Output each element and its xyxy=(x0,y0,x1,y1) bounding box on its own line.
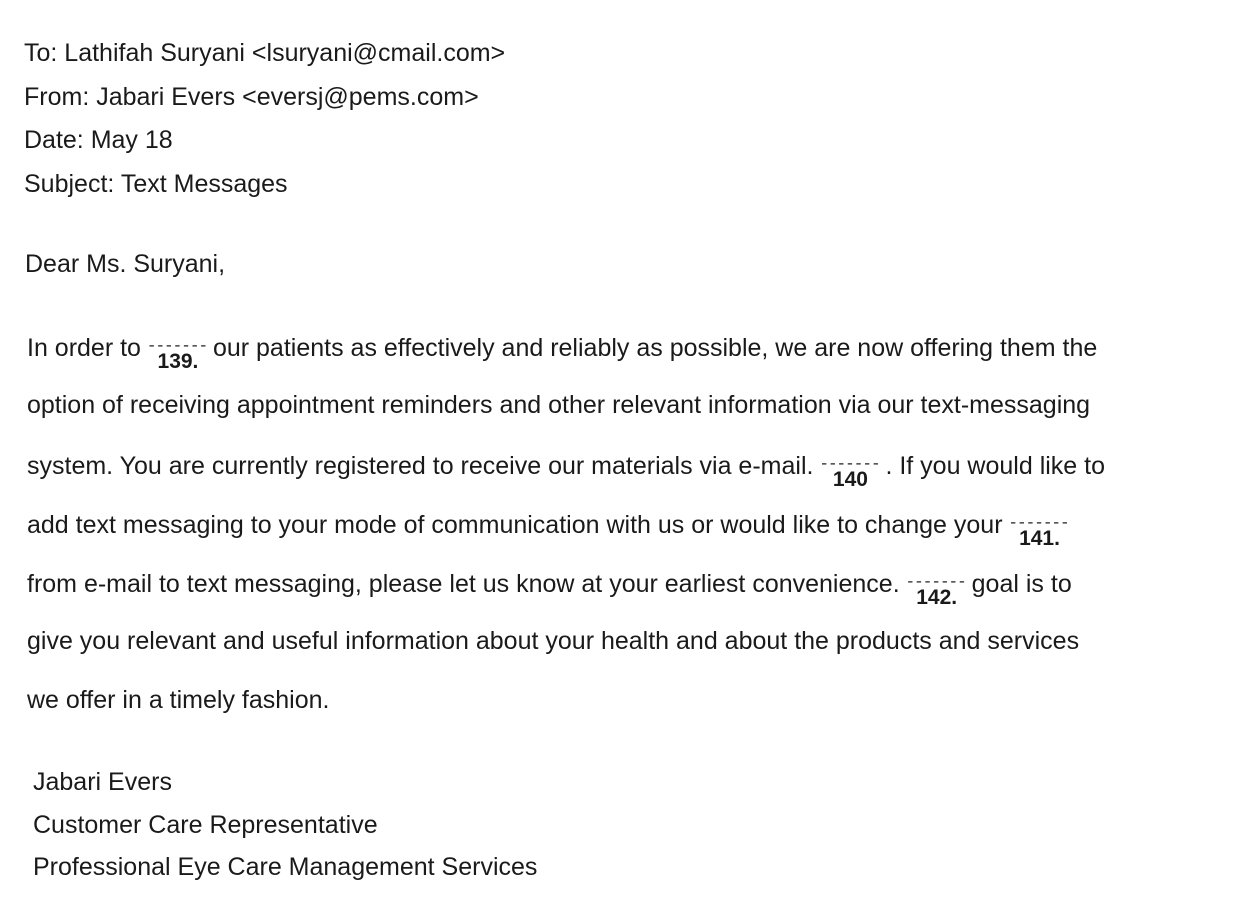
email-header xyxy=(24,36,505,210)
blank-line: ------- xyxy=(146,337,208,355)
body-line-4 xyxy=(27,503,1217,562)
body-text-segment: option of receiving appointment reminders and other relevant information via our text-messaging xyxy=(27,391,1091,419)
body-line-1 xyxy=(27,326,1217,385)
from-line: From: Jabari Evers <eversj@pems.com> xyxy=(24,82,479,111)
body-text-segment: our patients as effectively and reliably as possible, we are now offering them the xyxy=(212,334,1098,362)
blank-number: 140 xyxy=(832,468,868,491)
date-line: Date: May 18 xyxy=(24,126,173,154)
signature-block xyxy=(33,765,537,893)
email-body xyxy=(27,326,1217,739)
blank-142[interactable] xyxy=(904,562,968,609)
blank-140[interactable] xyxy=(817,444,881,491)
blank-number: 139. xyxy=(157,350,199,373)
blank-number: 141. xyxy=(1019,527,1060,550)
body-text-segment: add text messaging to your mode of communication with us or would like to change your xyxy=(27,511,1003,539)
body-text-segment: . If you would like to xyxy=(885,452,1106,480)
body-line-2 xyxy=(27,385,1217,444)
blank-line: ------- xyxy=(819,455,880,473)
body-line-7 xyxy=(27,680,1217,739)
blank-number: 142. xyxy=(916,586,958,609)
body-text-segment: give you relevant and useful information about your health and about the products and services xyxy=(27,627,1080,655)
body-line-5 xyxy=(27,562,1217,621)
body-line-3 xyxy=(27,444,1217,503)
signature-name: Jabari Evers xyxy=(33,768,172,796)
signature-company: Professional Eye Care Management Services xyxy=(33,853,538,881)
subject-line: Subject: Text Messages xyxy=(24,169,288,198)
body-text-segment: from e-mail to text messaging, please let us know at your earliest convenience. xyxy=(27,570,900,598)
body-text-segment: goal is to xyxy=(971,570,1072,598)
to-line: To: Lathifah Suryani <lsuryani@cmail.com> xyxy=(24,39,506,67)
body-line-6 xyxy=(27,621,1217,680)
blank-139[interactable] xyxy=(145,326,209,373)
body-text-segment: In order to xyxy=(27,334,141,362)
signature-title: Customer Care Representative xyxy=(33,810,378,839)
blank-line: ------- xyxy=(1008,514,1069,532)
blank-141[interactable] xyxy=(1007,503,1071,550)
blank-line: ------- xyxy=(905,573,966,591)
body-text-segment: system. You are currently registered to receive our materials via e-mail. xyxy=(27,452,814,480)
greeting: Dear Ms. Suryani, xyxy=(25,250,226,278)
body-text-segment: we offer in a timely fashion. xyxy=(27,686,330,714)
